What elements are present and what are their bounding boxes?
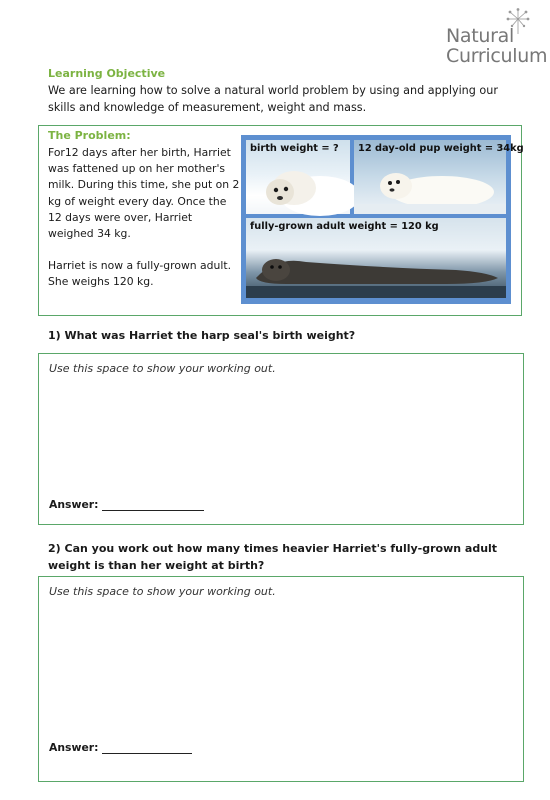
birth-weight-label: birth weight = ? [250, 143, 339, 154]
question-1-answer [49, 498, 204, 511]
logo-word-natural: Natural [446, 25, 514, 47]
problem-paragraph-2: Harriet is now a fully-grown adult. She weighs 120 kg. [48, 259, 232, 289]
question-1-answer-line[interactable] [102, 500, 204, 511]
question-1: 1) What was Harriet the harp seal's birth weight? [48, 329, 356, 342]
question-1-working-hint: Use this space to show your working out. [49, 362, 276, 375]
problem-heading: The Problem: [48, 129, 131, 142]
learning-objective-text: We are learning how to solve a natural world problem by using and applying our skills and knowledge of measurement, weight and mass. [48, 84, 498, 114]
natural-curriculum-logo [440, 6, 550, 68]
question-2: 2) Can you work out how many times heavier Harriet's fully-grown adult weight is than her weight at birth? [48, 542, 498, 572]
problem-paragraph-1: For12 days after her birth, Harriet was fattened up on her mother's milk. During this time, she put on 2 kg of weight every day. Once the 12 days were over, Harriet weighed 34 kg. [48, 146, 240, 241]
newborn-seal-photo [246, 140, 350, 214]
pup-seal-photo [354, 140, 524, 214]
question-2-answer-label: Answer: [49, 741, 99, 754]
seal-photo-panel [241, 135, 524, 304]
question-2-answer [49, 741, 192, 754]
pup-weight-label: 12 day-old pup weight = 34kg [358, 143, 524, 154]
question-1-working-area[interactable] [38, 353, 524, 525]
problem-box [38, 125, 522, 316]
adult-weight-label: fully-grown adult weight = 120 kg [250, 221, 439, 232]
problem-text [48, 145, 240, 291]
adult-seal-photo [246, 218, 506, 298]
question-2-answer-line[interactable] [102, 743, 192, 754]
question-2-working-hint: Use this space to show your working out. [49, 585, 276, 598]
question-2-working-area[interactable] [38, 576, 524, 782]
question-1-answer-label: Answer: [49, 498, 99, 511]
learning-objective-heading: Learning Objective [48, 67, 166, 80]
logo-word-curriculum: Curriculum [446, 45, 548, 67]
